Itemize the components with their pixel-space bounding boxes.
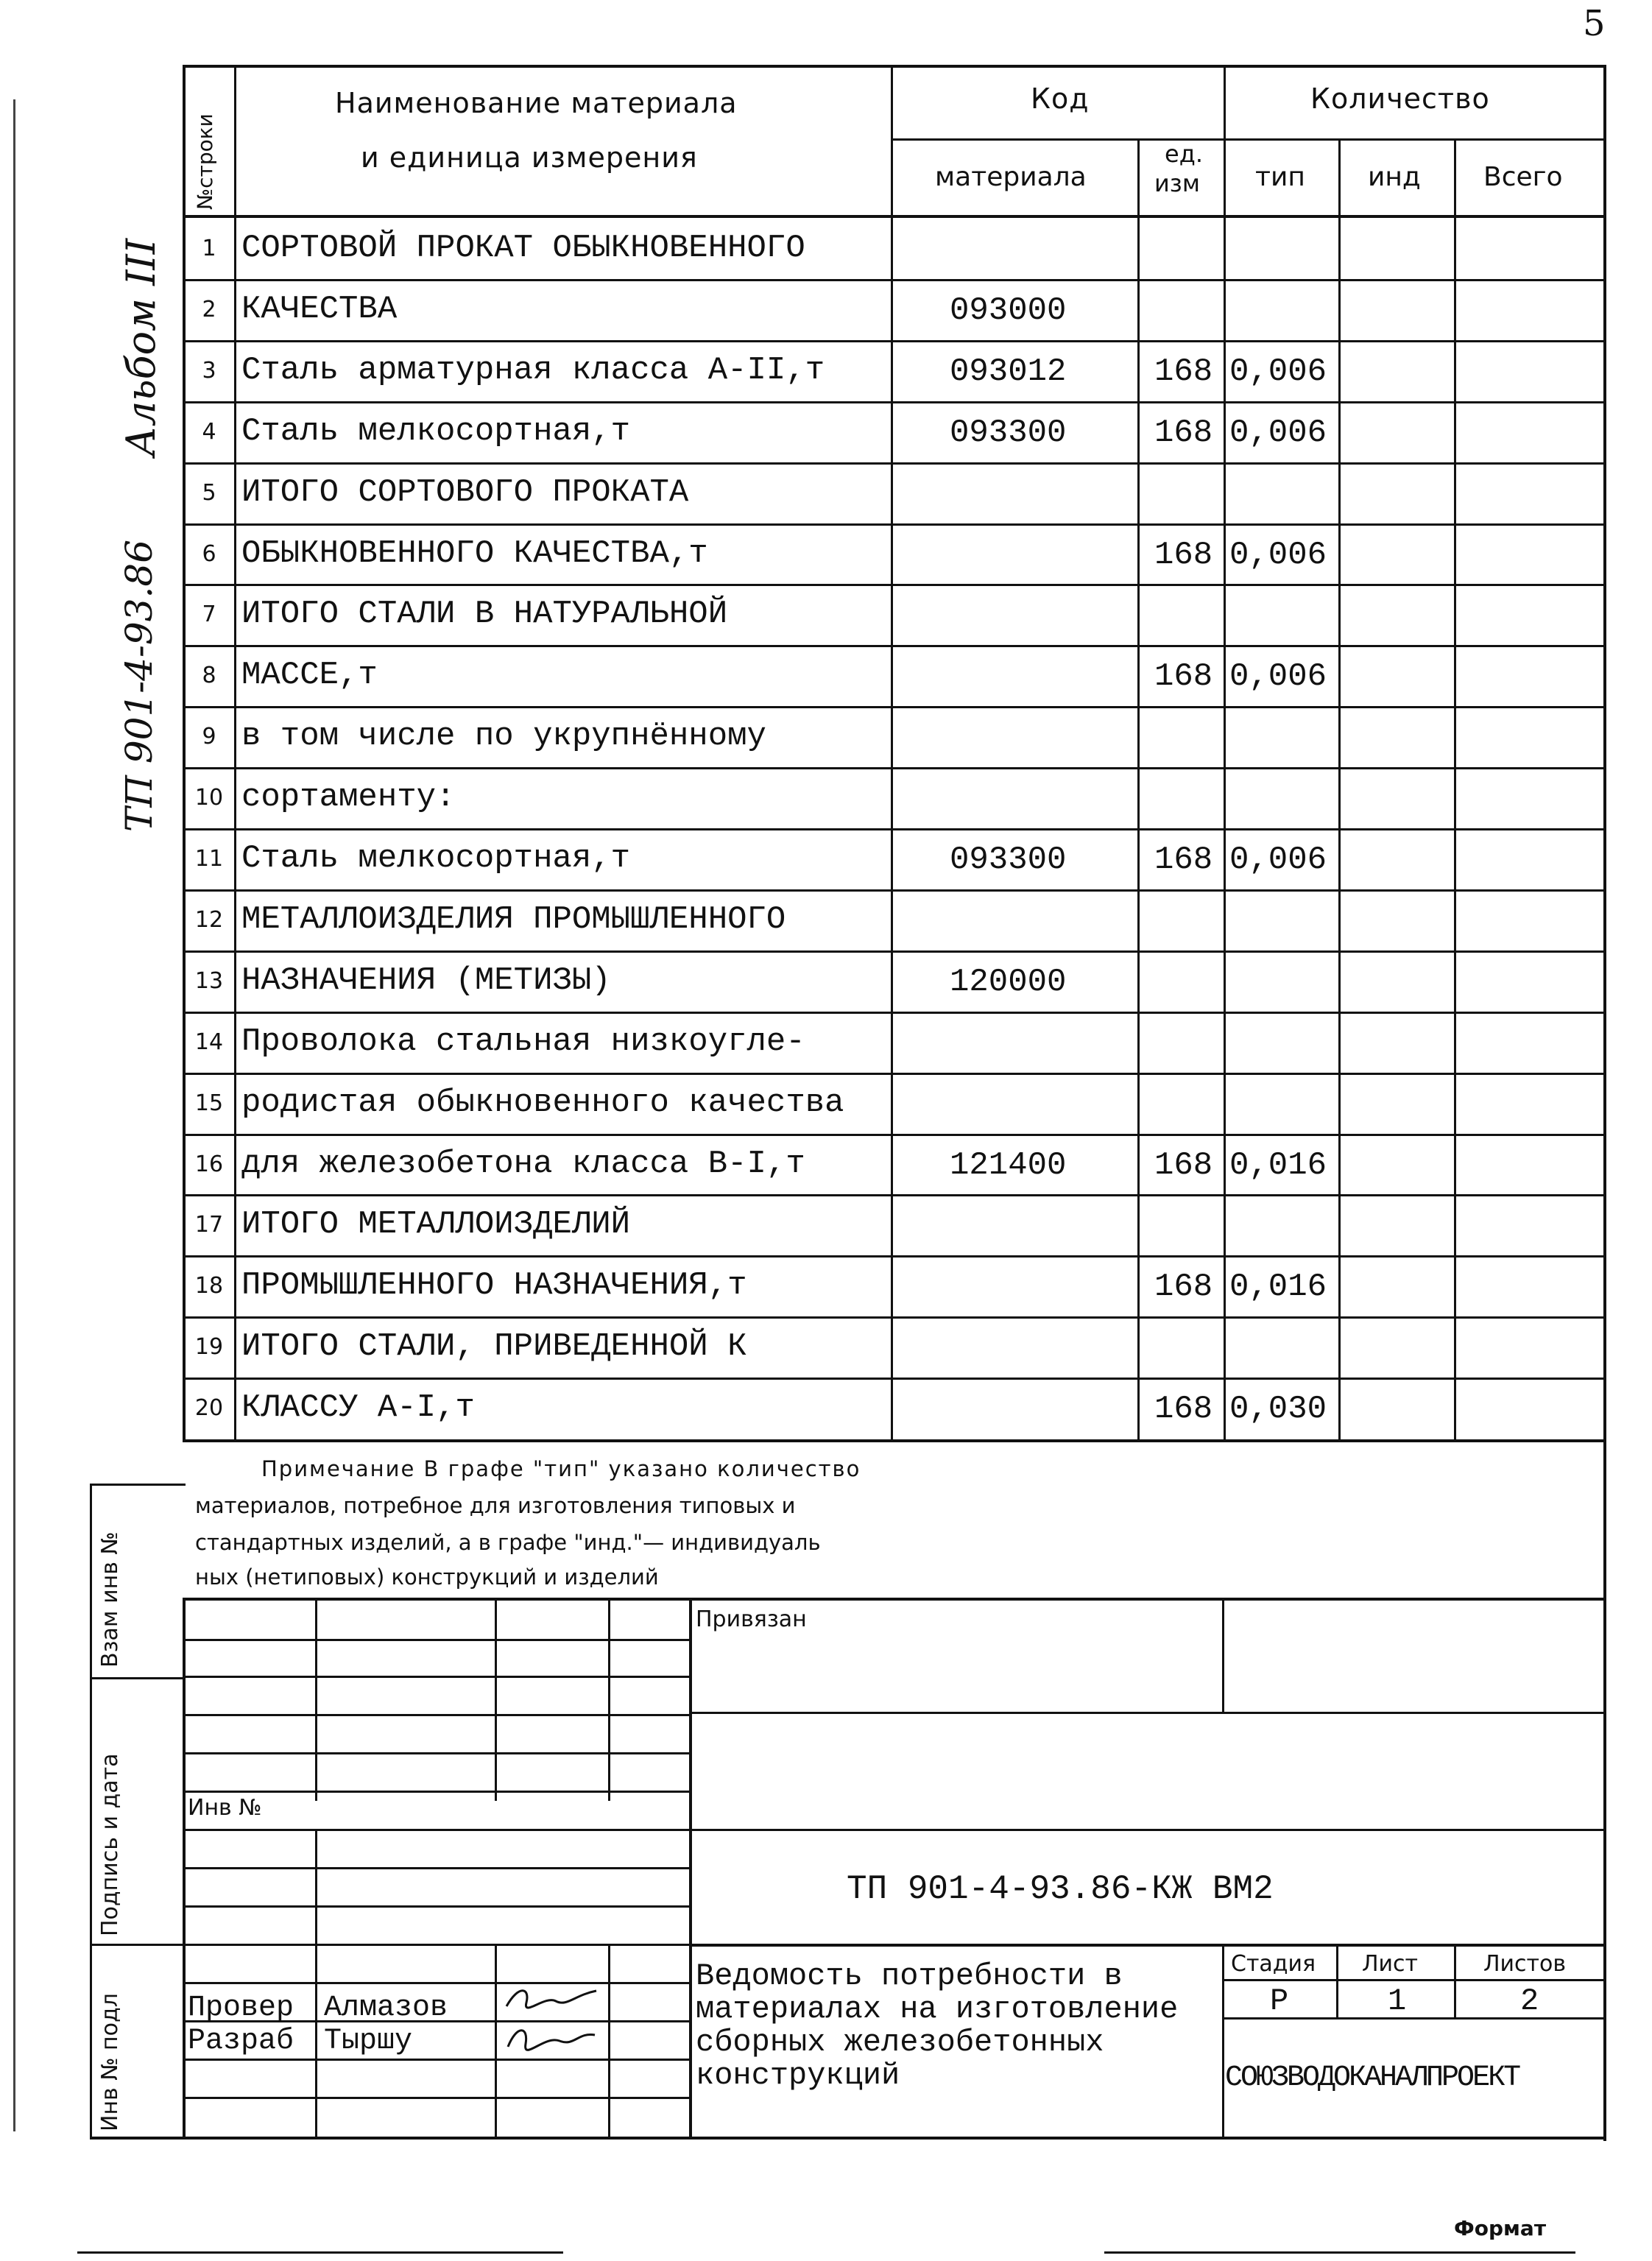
- qty-type: 0,016: [1229, 1269, 1327, 1306]
- side-code: ТП 901-4-93.86: [118, 539, 160, 832]
- unit-code: 168: [1154, 414, 1213, 451]
- material-code: 120000: [950, 963, 1067, 1001]
- proveril-name: Алмазов: [324, 1992, 448, 2025]
- row-number: 18: [194, 1273, 224, 1299]
- row-divider: [183, 1194, 1606, 1196]
- qty-type: 0,016: [1229, 1146, 1327, 1184]
- row-number: 12: [194, 906, 224, 933]
- row-number: 17: [194, 1212, 224, 1238]
- row-divider: [183, 523, 1606, 526]
- note-line-4: ных (нетиповых) конструкций и изделий: [195, 1565, 659, 1590]
- unit-code: 168: [1154, 658, 1213, 696]
- table-row: [184, 1316, 1605, 1378]
- row-divider: [183, 767, 1606, 769]
- table-row: [184, 1134, 1605, 1195]
- row-number: 11: [194, 846, 224, 872]
- table-row: [184, 767, 1605, 828]
- unit-code: 168: [1154, 1391, 1213, 1428]
- row-number: 9: [202, 724, 216, 750]
- material-name: КАЧЕСТВА: [241, 290, 398, 328]
- code-header: Код: [1031, 82, 1090, 115]
- unit-code: 168: [1154, 1146, 1213, 1184]
- material-name: ПРОМЫШЛЕННОГО НАЗНАЧЕНИЯ,т: [241, 1267, 747, 1305]
- inv-no-label: Инв №: [188, 1795, 262, 1821]
- row-divider: [183, 950, 1606, 953]
- unit-code: 168: [1154, 353, 1213, 390]
- material-name: Сталь мелкосортная,т: [241, 840, 631, 877]
- table-row: [184, 1073, 1605, 1134]
- doc-title-line2: материалах на изготовление: [696, 1992, 1179, 2027]
- qty-type: 0,006: [1229, 536, 1327, 574]
- row-number: 10: [194, 785, 224, 811]
- unit-code: 168: [1154, 1269, 1213, 1306]
- signature-proveril: [501, 1980, 604, 2017]
- table-row: [184, 340, 1605, 401]
- material-name: ОБЫКНОВЕННОГО КАЧЕСТВА,т: [241, 535, 708, 572]
- razrab-role: Разраб: [188, 2025, 294, 2058]
- row-number: 5: [202, 479, 216, 506]
- unit-code: 168: [1154, 536, 1213, 574]
- qty-total-header: Всего: [1483, 162, 1563, 192]
- inv-podl-label: Инв № подл: [97, 1993, 123, 2131]
- vzam-inv-label: Взам инв №: [97, 1531, 123, 1668]
- side-album-title: Альбом III: [118, 238, 164, 456]
- table-row: [184, 279, 1605, 340]
- row-number: 6: [202, 540, 216, 567]
- table-row: [184, 706, 1605, 767]
- row-number: 4: [202, 418, 216, 445]
- name-header-line2: и единица измерения: [361, 141, 698, 174]
- table-row: [184, 523, 1605, 585]
- qty-type: 0,006: [1229, 414, 1327, 451]
- material-name: НАЗНАЧЕНИЯ (МЕТИЗЫ): [241, 962, 611, 999]
- row-number: 20: [194, 1395, 224, 1422]
- row-number: 16: [194, 1151, 224, 1177]
- material-name: ИТОГО СОРТОВОГО ПРОКАТА: [241, 473, 689, 511]
- table-row: [184, 828, 1605, 889]
- format-label: Формат: [1454, 2216, 1547, 2240]
- sheet-label: Лист: [1362, 1951, 1419, 1977]
- code-unit-header-line2: изм: [1154, 169, 1200, 197]
- material-name: родистая обыкновенного качества: [241, 1084, 844, 1121]
- table-row: [184, 462, 1605, 523]
- qty-type: 0,006: [1229, 353, 1327, 390]
- row-number: 2: [202, 296, 216, 322]
- material-name: СОРТОВОЙ ПРОКАТ ОБЫКНОВЕННОГО: [241, 230, 805, 267]
- material-name: сортаменту:: [241, 779, 456, 816]
- material-code: 093012: [950, 353, 1067, 390]
- quantity-header: Количество: [1310, 82, 1490, 115]
- code-unit-header-line1: ед.: [1165, 140, 1203, 168]
- row-number: 15: [194, 1090, 224, 1116]
- row-divider: [183, 279, 1606, 281]
- material-name: ИТОГО СТАЛИ В НАТУРАЛЬНОЙ: [241, 596, 728, 633]
- note-line-3: стандартных изделий, а в графе "инд."— индивидуаль: [195, 1530, 821, 1555]
- row-number-header: №строки: [193, 113, 217, 210]
- qty-type: 0,006: [1229, 842, 1327, 878]
- material-code: 121400: [950, 1146, 1067, 1184]
- table-row: [184, 401, 1605, 462]
- privyazan-label: Привязан: [696, 1606, 807, 1632]
- material-name: МЕТАЛЛОИЗДЕЛИЯ ПРОМЫШЛЕННОГО: [241, 900, 786, 938]
- row-divider: [183, 584, 1606, 586]
- qty-type: 0,006: [1229, 658, 1327, 696]
- document-code: ТП 901-4-93.86-КЖ ВМ2: [847, 1870, 1274, 1908]
- row-divider: [183, 1134, 1606, 1136]
- table-row: [184, 1012, 1605, 1073]
- material-code: 093000: [950, 292, 1067, 329]
- sheets-label: Листов: [1483, 1951, 1567, 1977]
- row-divider: [183, 1378, 1606, 1380]
- table-row: [184, 1378, 1605, 1439]
- qty-type: 0,030: [1229, 1391, 1327, 1428]
- page-number: 5: [1583, 3, 1606, 44]
- row-number: 19: [194, 1334, 224, 1361]
- row-divider: [183, 1255, 1606, 1258]
- table-row: [184, 889, 1605, 950]
- qty-ind-header: инд: [1368, 162, 1421, 192]
- material-name: ИТОГО МЕТАЛЛОИЗДЕЛИЙ: [241, 1206, 631, 1244]
- code-material-header: материала: [935, 162, 1087, 192]
- material-code: 093300: [950, 842, 1067, 878]
- row-divider: [183, 889, 1606, 892]
- material-name: в том числе по укрупнённому: [241, 718, 766, 755]
- table-row: [184, 218, 1605, 279]
- name-header-line1: Наименование материала: [335, 87, 738, 119]
- razrab-name: Тыршу: [324, 2025, 413, 2058]
- table-row: [184, 584, 1605, 645]
- material-name: для железобетона класса В-I,т: [241, 1145, 805, 1182]
- organization-name: СОЮЗВОДОКАНАЛПРОЕКТ: [1225, 2061, 1519, 2095]
- material-name: Проволока стальная низкоугле-: [241, 1023, 805, 1060]
- material-name: МАССЕ,т: [241, 657, 378, 694]
- row-number: 13: [194, 967, 224, 994]
- doc-title-line1: Ведомость потребности в: [696, 1958, 1123, 1994]
- row-number: 8: [202, 663, 216, 689]
- sheet-value: 1: [1388, 1983, 1407, 2019]
- material-name: Сталь арматурная класса А-II,т: [241, 351, 825, 389]
- row-divider: [183, 1316, 1606, 1319]
- unit-code: 168: [1154, 842, 1213, 878]
- table-row: [184, 950, 1605, 1012]
- row-number: 3: [202, 357, 216, 384]
- table-row: [184, 1194, 1605, 1255]
- row-number: 7: [202, 602, 216, 628]
- qty-type-header: тип: [1255, 162, 1305, 192]
- signature-razrab: [501, 2019, 604, 2056]
- row-divider: [183, 401, 1606, 403]
- table-row: [184, 1255, 1605, 1316]
- row-divider: [183, 828, 1606, 830]
- note-line-2: материалов, потребное для изготовления типовых и: [195, 1493, 796, 1518]
- row-divider: [183, 1012, 1606, 1014]
- row-divider: [183, 645, 1606, 647]
- proveril-role: Провер: [188, 1992, 294, 2025]
- podpis-data-label: Подпись и дата: [97, 1753, 123, 1936]
- doc-title-line4: конструкций: [696, 2058, 900, 2093]
- sheets-value: 2: [1520, 1983, 1539, 2019]
- row-divider: [183, 706, 1606, 708]
- doc-title-line3: сборных железобетонных: [696, 2025, 1104, 2060]
- row-number: 1: [202, 236, 216, 261]
- table-row: [184, 645, 1605, 706]
- row-divider: [183, 1073, 1606, 1075]
- note-line-1: Примечание В графе "тип" указано количество: [261, 1456, 861, 1481]
- scan-edge-line: [13, 99, 15, 2131]
- material-name: Сталь мелкосортная,т: [241, 412, 631, 450]
- material-name: КЛАССУ А-I,т: [241, 1389, 475, 1427]
- material-code: 093300: [950, 414, 1067, 451]
- material-name: ИТОГО СТАЛИ, ПРИВЕДЕННОЙ К: [241, 1328, 747, 1366]
- stage-label: Стадия: [1231, 1951, 1316, 1977]
- stage-value: Р: [1270, 1983, 1289, 2019]
- row-divider: [183, 340, 1606, 342]
- row-divider: [183, 462, 1606, 465]
- row-number: 14: [194, 1029, 224, 1055]
